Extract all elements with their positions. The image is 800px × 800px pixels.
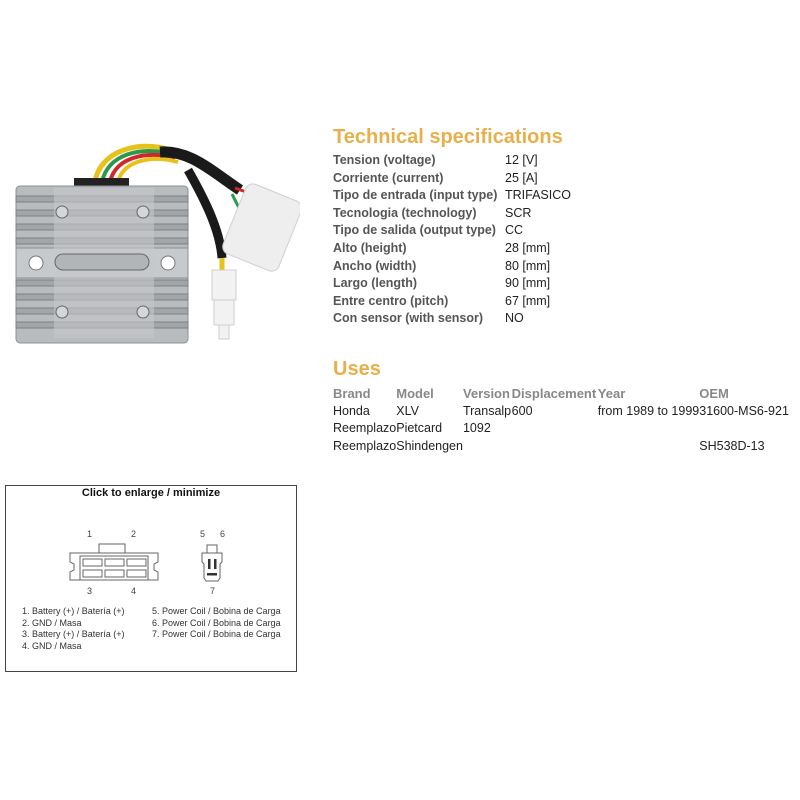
cell: 600: [511, 403, 533, 418]
spec-value: 90 [mm]: [505, 276, 551, 291]
specs-title: Technical specifications: [333, 126, 563, 148]
legend-right: [152, 606, 281, 641]
col-year: Year: [597, 385, 626, 401]
spec-label: Corriente (current): [333, 170, 444, 185]
cell: Transalp: [462, 403, 512, 418]
legend-item: 1. Battery (+) / Batería (+): [22, 606, 125, 616]
spec-row: [333, 275, 633, 293]
table-row: [333, 402, 793, 420]
spec-row: [333, 222, 633, 240]
table-row: [333, 437, 793, 455]
cell: [598, 437, 699, 455]
enlarge-toggle[interactable]: Click to enlarge / minimize: [81, 487, 221, 499]
spec-row: [333, 187, 633, 205]
table-header-row: [333, 384, 793, 402]
legend-item: 2. GND / Masa: [22, 617, 82, 628]
product-image: [0, 140, 300, 360]
cell: SH538D-13: [699, 438, 765, 453]
cell: Shindengen: [396, 438, 463, 453]
cell: [598, 420, 699, 438]
spec-value: 12 [V]: [505, 153, 538, 167]
uses-section: [333, 358, 793, 455]
legend-item: 3. Battery (+) / Batería (+): [22, 629, 125, 639]
spec-value: 28 [mm]: [505, 240, 551, 255]
cell: 31600-MS6-921: [699, 403, 789, 418]
col-displacement: Displacement: [511, 385, 597, 401]
spec-label: Tipo de salida (output type): [333, 223, 496, 238]
pin-label: 1: [87, 529, 93, 539]
spec-value: CC: [505, 223, 524, 238]
spec-label: Alto (height): [333, 240, 407, 255]
spec-value: 67 [mm]: [505, 293, 551, 308]
spec-label: Largo (length): [333, 276, 418, 291]
pin-label: 5: [200, 529, 206, 539]
spec-row: [333, 170, 633, 188]
cell: from 1989 to 1999: [597, 403, 700, 418]
col-brand: Brand: [333, 385, 371, 401]
spec-label: Entre centro (pitch): [333, 293, 449, 308]
col-version: Version: [462, 385, 510, 401]
col-oem: OEM: [699, 385, 729, 401]
pin-label: 4: [131, 586, 137, 596]
spec-value: SCR: [505, 205, 532, 220]
connector-icon: [66, 542, 236, 586]
spec-label: Con sensor (with sensor): [333, 311, 484, 326]
spec-row: [333, 240, 633, 258]
cell: Reemplazo: [333, 421, 397, 436]
spec-label: Tecnologia (technology): [333, 205, 477, 220]
pin-label: 3: [87, 586, 93, 596]
cell: [699, 420, 793, 438]
legend-item: 7. Power Coil / Bobina de Carga: [152, 629, 281, 639]
legend-item: 4. GND / Masa: [22, 640, 82, 651]
col-model: Model: [396, 385, 434, 401]
cell: [512, 420, 598, 438]
spec-row: [333, 205, 633, 223]
spec-value: NO: [505, 311, 524, 326]
pin-label: 2: [131, 529, 137, 539]
cell: Reemplazo: [333, 438, 397, 453]
spec-row: [333, 293, 633, 311]
spec-row: [333, 258, 633, 276]
uses-title: Uses: [333, 358, 381, 380]
technical-specifications: [333, 126, 633, 328]
cell: 1092: [462, 421, 491, 436]
cell: [463, 437, 512, 455]
table-row: [333, 420, 793, 438]
legend-left: [22, 606, 125, 652]
spec-value: TRIFASICO: [505, 188, 571, 203]
cell: Pietcard: [396, 421, 443, 436]
spec-value: 25 [A]: [505, 170, 538, 185]
wiring-diagram[interactable]: [5, 485, 297, 672]
spec-value: 80 [mm]: [505, 258, 551, 273]
spec-label: Tension (voltage): [333, 153, 436, 167]
cell: Honda: [333, 403, 370, 418]
legend-item: 6. Power Coil / Bobina de Carga: [152, 617, 281, 628]
pin-label: 7: [210, 586, 216, 596]
spec-label: Ancho (width): [333, 258, 417, 273]
spec-row: [333, 310, 633, 328]
spec-label: Tipo de entrada (input type): [333, 188, 498, 203]
uses-table: [333, 384, 793, 455]
spec-row: [333, 152, 633, 170]
legend-item: 5. Power Coil / Bobina de Carga: [152, 606, 281, 616]
cell: [512, 437, 598, 455]
pin-label: 6: [220, 529, 226, 539]
cell: XLV: [396, 403, 419, 418]
